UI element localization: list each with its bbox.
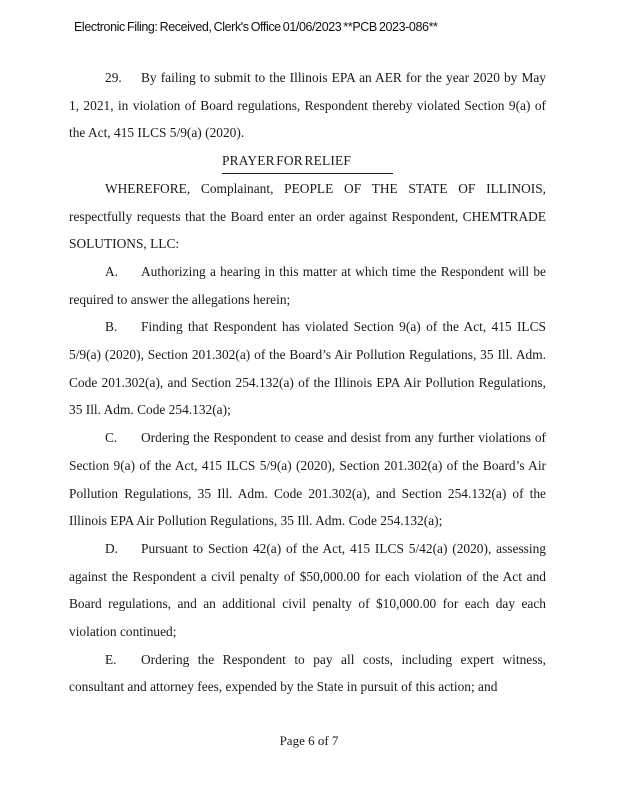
relief-item-b-text: Finding that Respondent has violated Section 9(a) of the Act, 415 ILCS 5/9(a) (2020), Section 201.302(a) of the Board’s Air Pollution Regulations, 35 Ill. Adm. Code 201.302(a), and Section 254.132(a) of the Illinois EPA Air Pollution Regulations, 35 Ill. Adm. Code 254.132(a); <box>69 319 546 418</box>
page-number-footer: Page 6 of 7 <box>279 733 339 748</box>
relief-item-d <box>69 535 546 646</box>
relief-item-d-label: D. <box>105 540 119 556</box>
electronic-filing-stamp: Electronic Filing: Received, Clerk's Office 01/06/2023 **PCB 2023-086** <box>74 20 438 34</box>
relief-item-b <box>69 313 546 424</box>
paragraph-29 <box>69 64 546 147</box>
relief-item-a-text: Authorizing a hearing in this matter at which time the Respondent will be required to answer the allegations herein; <box>69 263 546 307</box>
relief-item-c-label: C. <box>105 430 118 446</box>
wherefore-paragraph: WHEREFORE, Complainant, PEOPLE OF THE STATE OF ILLINOIS, respectfully requests that the Board enter an order against Respondent, CHEMTRADE SOLUTIONS, LLC: <box>69 180 546 252</box>
relief-item-c <box>69 424 546 535</box>
prayer-for-relief-heading: PRAYER FOR RELIEF <box>222 148 393 174</box>
relief-item-a-label: A. <box>105 263 119 279</box>
relief-item-e-text: Ordering the Respondent to pay all costs, including expert witness, consultant and attorney fees, expended by the State in pursuit of this action; and <box>69 651 546 695</box>
paragraph-29-text: By failing to submit to the Illinois EPA an AER for the year 2020 by May 1, 2021, in violation of Board regulations, Respondent thereby violated Section 9(a) of the Act, 415 ILCS 5/9(a) (2020). <box>69 70 546 141</box>
relief-item-d-text: Pursuant to Section 42(a) of the Act, 415 ILCS 5/42(a) (2020), assessing against the Respondent a civil penalty of $50,000.00 for each violation of the Act and Board regulations, and an additional civil penalty of $10,000.00 for each day each violation continued; <box>69 540 546 640</box>
relief-item-e-label: E. <box>105 651 117 667</box>
relief-item-a <box>69 258 546 313</box>
relief-item-c-text: Ordering the Respondent to cease and desist from any further violations of Section 9(a) of the Act, 415 ILCS 5/9(a) (2020), Section 201.302(a) of the Board’s Air Pollution Regulations, 35 Ill. Adm. Code 201.302(a), and Section 254.132(a) of the Illinois EPA Air Pollution Regulations, 35 Ill. Adm. Code 254.132(a); <box>69 430 546 529</box>
paragraph-29-number: 29. <box>105 70 122 85</box>
relief-item-b-label: B. <box>105 319 118 335</box>
document-body <box>69 64 546 701</box>
prayer-for-relief-heading-row <box>69 147 546 175</box>
relief-item-e <box>69 646 546 701</box>
